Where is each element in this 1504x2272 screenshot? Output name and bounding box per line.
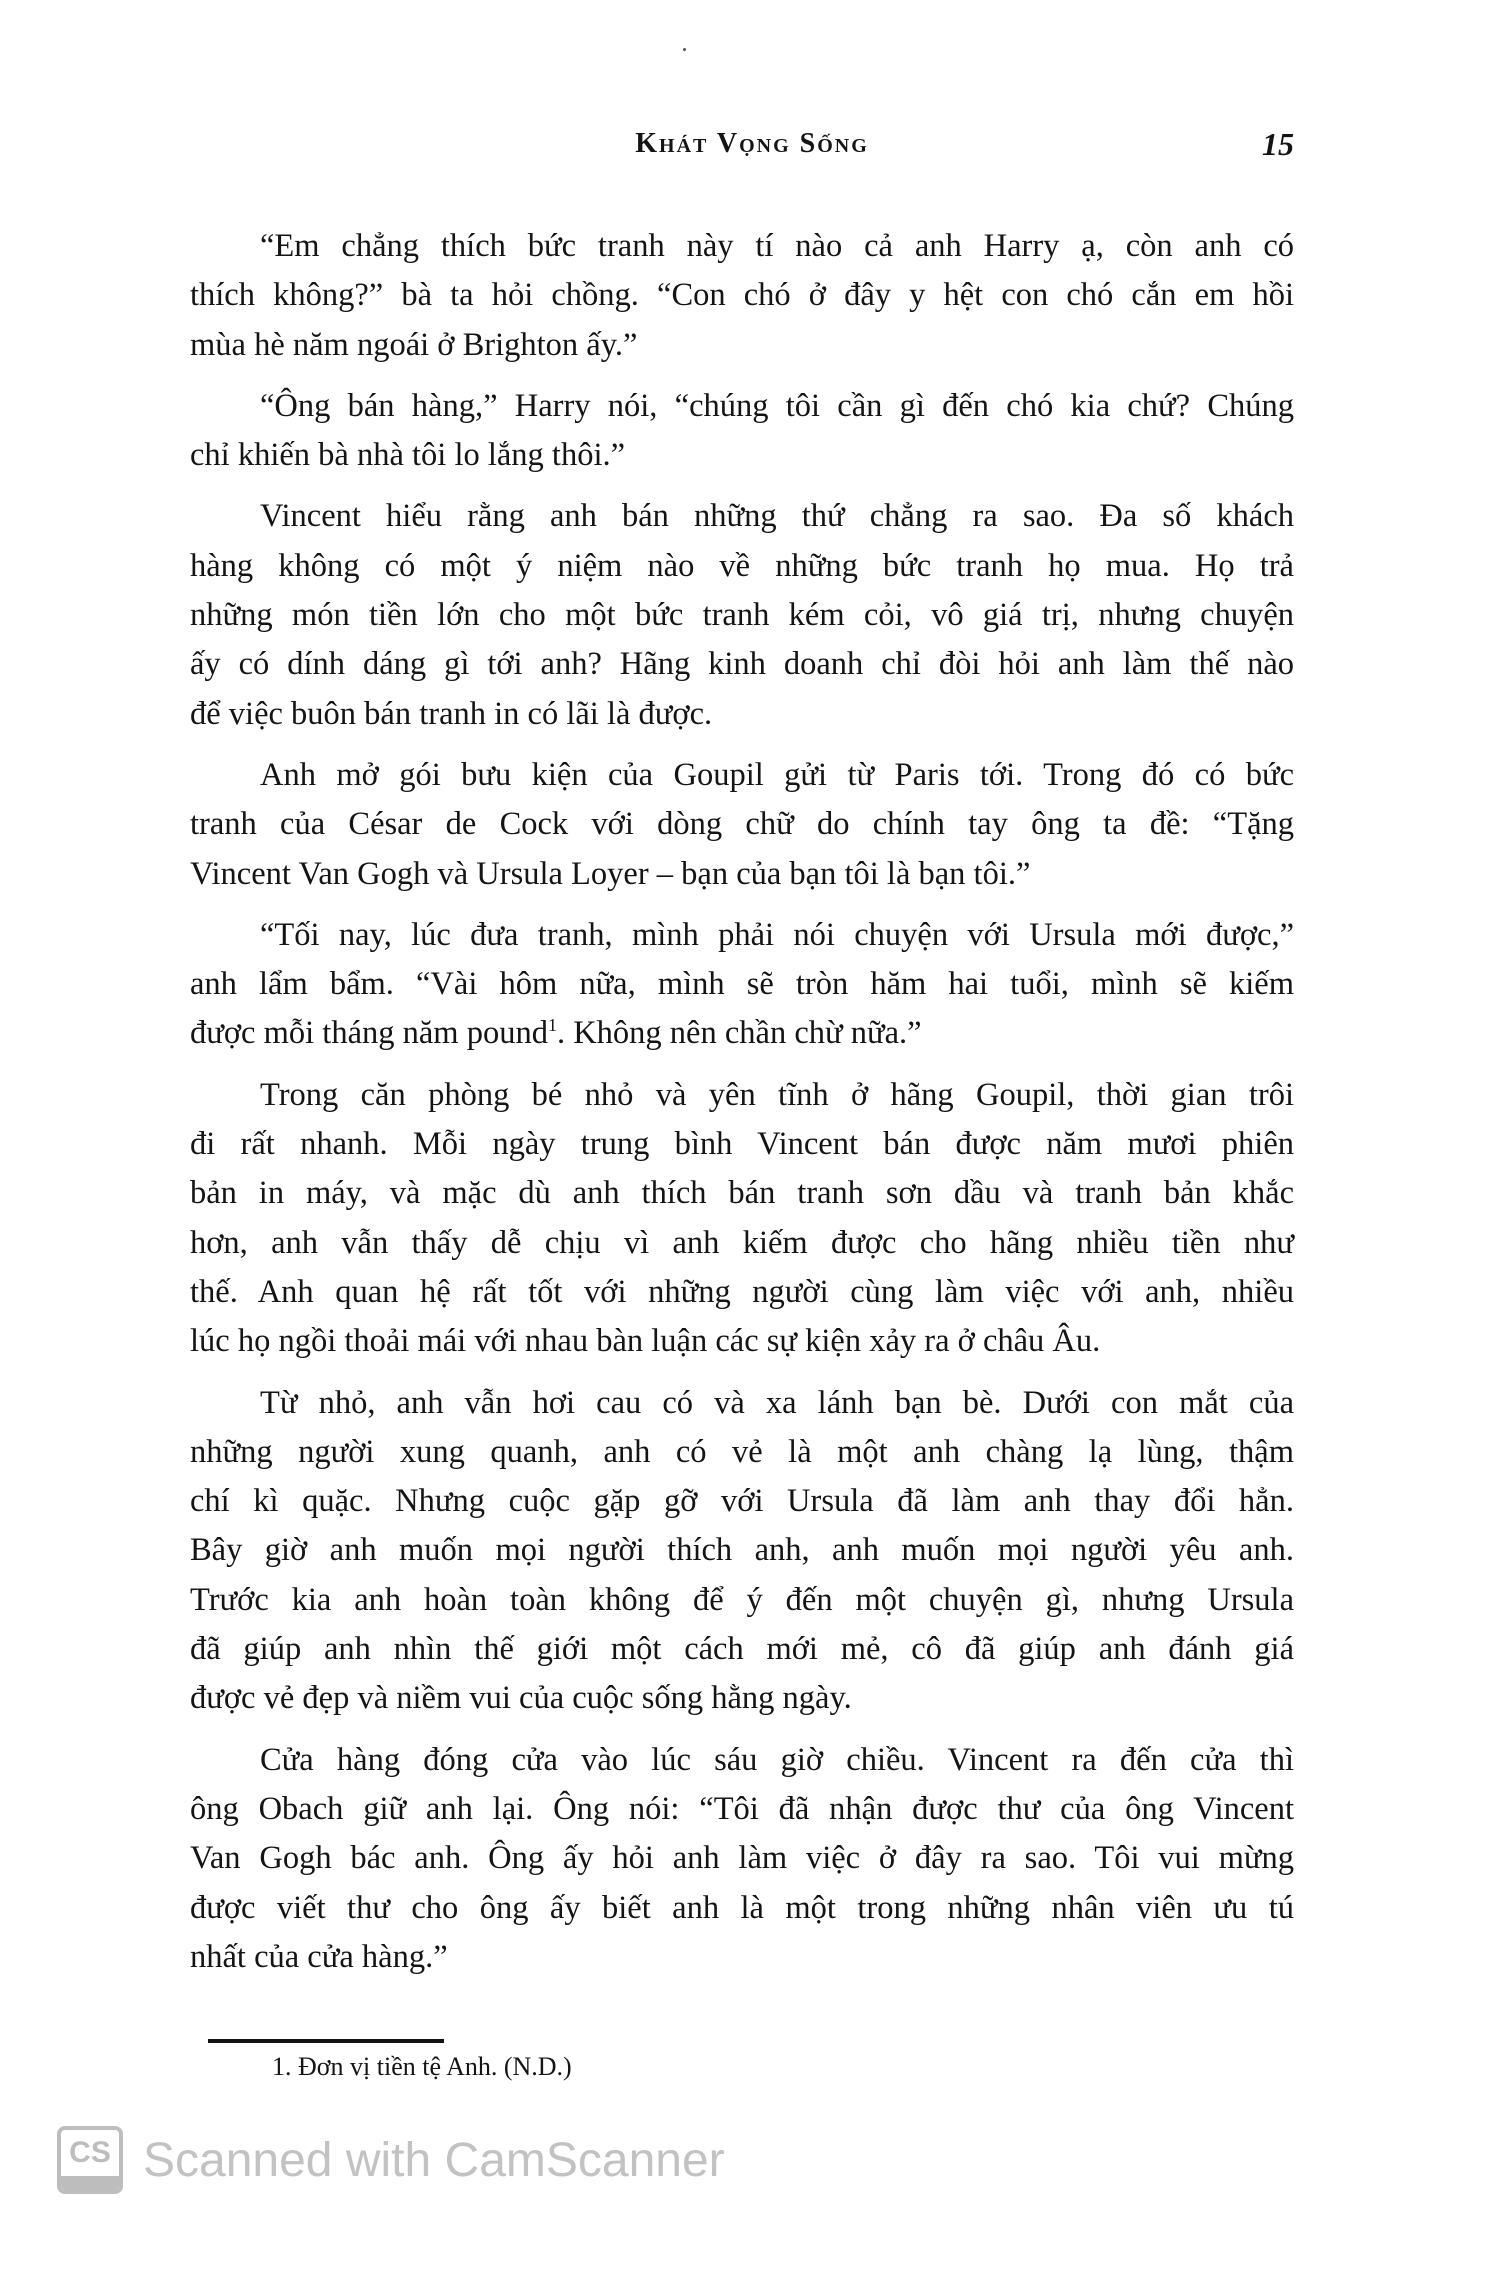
text-line: bản in máy, và mặc dù anh thích bán tranh sơn dầu và tranh bản khắc xyxy=(190,1175,1294,1212)
text-line: nhất của cửa hàng.” xyxy=(190,1938,448,1975)
footnote-divider xyxy=(208,2039,444,2043)
paragraph xyxy=(190,751,1294,899)
body-text xyxy=(190,222,1294,1994)
text-line: chỉ khiến bà nhà tôi lo lắng thôi.” xyxy=(190,437,626,474)
text-line: hàng không có một ý niệm nào về những bức tranh họ mua. Họ trả xyxy=(190,547,1294,584)
text-line: đi rất nhanh. Mỗi ngày trung bình Vincent bán được năm mươi phiên xyxy=(190,1126,1294,1163)
text-line: mùa hè năm ngoái ở Brighton ấy.” xyxy=(190,326,638,363)
footnote-marker: 1 xyxy=(547,1015,557,1036)
text-line: những người xung quanh, anh có vẻ là một anh chàng lạ lùng, thậm xyxy=(190,1433,1294,1470)
text-line: được viết thư cho ông ấy biết anh là một trong những nhân viên ưu tú xyxy=(190,1889,1294,1926)
text-line: đã giúp anh nhìn thế giới một cách mới mẻ, cô đã giúp anh đánh giá xyxy=(190,1631,1294,1668)
running-head-title: Khát Vọng Sống xyxy=(635,128,869,159)
text-line: Bây giờ anh muốn mọi người thích anh, anh muốn mọi người yêu anh. xyxy=(190,1532,1294,1569)
camscanner-logo-icon: CS xyxy=(57,2126,123,2194)
text-segment: . Không nên chần chừ nữa.” xyxy=(556,1015,922,1052)
text-line: Cửa hàng đóng cửa vào lúc sáu giờ chiều. Vincent ra đến cửa thì xyxy=(260,1741,1294,1778)
text-line: Từ nhỏ, anh vẫn hơi cau có và xa lánh bạn bè. Dưới con mắt của xyxy=(260,1384,1294,1421)
text-line: tranh của César de Cock với dòng chữ do chính tay ông ta đề: “Tặng xyxy=(190,806,1294,843)
text-line: Van Gogh bác anh. Ông ấy hỏi anh làm việc ở đây ra sao. Tôi vui mừng xyxy=(190,1840,1294,1877)
text-line: “Ông bán hàng,” Harry nói, “chúng tôi cần gì đến chó kia chứ? Chúng xyxy=(260,387,1294,424)
watermark-text: Scanned with CamScanner xyxy=(143,2133,725,2187)
text-line: chí kì quặc. Nhưng cuộc gặp gỡ với Ursula đã làm anh thay đổi hẳn. xyxy=(190,1483,1294,1520)
text-line: thế. Anh quan hệ rất tốt với những người cùng làm việc với anh, nhiều xyxy=(190,1273,1294,1310)
text-line: “Em chẳng thích bức tranh này tí nào cả anh Harry ạ, còn anh có xyxy=(260,228,1294,264)
scan-speck xyxy=(683,48,686,51)
text-line: những món tiền lớn cho một bức tranh kém cỏi, vô giá trị, nhưng chuyện xyxy=(190,597,1294,634)
paragraph xyxy=(190,222,1294,370)
text-segment: được mỗi tháng năm pound xyxy=(190,1015,548,1052)
paragraph xyxy=(190,1736,1294,1982)
text-line: hơn, anh vẫn thấy dễ chịu vì anh kiếm được cho hãng nhiều tiền như xyxy=(190,1224,1294,1261)
paragraph xyxy=(190,1071,1294,1367)
text-line: Vincent Van Gogh và Ursula Loyer – bạn của bạn tôi là bạn tôi.” xyxy=(190,855,1031,892)
text-line: để việc buôn bán tranh in có lãi là được. xyxy=(190,695,713,732)
text-line: anh lẩm bẩm. “Vài hôm nữa, mình sẽ tròn hăm hai tuổi, mình sẽ kiếm xyxy=(190,966,1294,1003)
text-line xyxy=(190,1009,1294,1058)
text-line: Vincent hiểu rằng anh bán những thứ chẳng ra sao. Đa số khách xyxy=(260,498,1294,535)
text-line: lúc họ ngồi thoải mái với nhau bàn luận các sự kiện xảy ra ở châu Âu. xyxy=(190,1323,1101,1360)
text-line: được vẻ đẹp và niềm vui của cuộc sống hằng ngày. xyxy=(190,1680,852,1717)
text-line: Trước kia anh hoàn toàn không để ý đến một chuyện gì, nhưng Ursula xyxy=(190,1581,1294,1618)
text-line: ông Obach giữ anh lại. Ông nói: “Tôi đã nhận được thư của ông Vincent xyxy=(190,1790,1294,1827)
text-line: thích không?” bà ta hỏi chồng. “Con chó ở đây y hệt con chó cắn em hồi xyxy=(190,277,1294,314)
text-line: Anh mở gói bưu kiện của Goupil gửi từ Paris tới. Trong đó có bức xyxy=(260,756,1294,793)
text-line: ấy có dính dáng gì tới anh? Hãng kinh doanh chỉ đòi hỏi anh làm thế nào xyxy=(190,646,1294,683)
paragraph xyxy=(190,911,1294,1059)
paragraph xyxy=(190,382,1294,481)
page-number: 15 xyxy=(1262,126,1294,162)
paragraph xyxy=(190,492,1294,738)
camscanner-watermark xyxy=(57,2125,725,2195)
footnote: 1. Đơn vị tiền tệ Anh. (N.D.) xyxy=(272,2052,572,2081)
text-line: “Tối nay, lúc đưa tranh, mình phải nói chuyện với Ursula mới được,” xyxy=(260,916,1294,953)
paragraph xyxy=(190,1379,1294,1724)
text-line: Trong căn phòng bé nhỏ và yên tĩnh ở hãng Goupil, thời gian trôi xyxy=(260,1076,1294,1113)
